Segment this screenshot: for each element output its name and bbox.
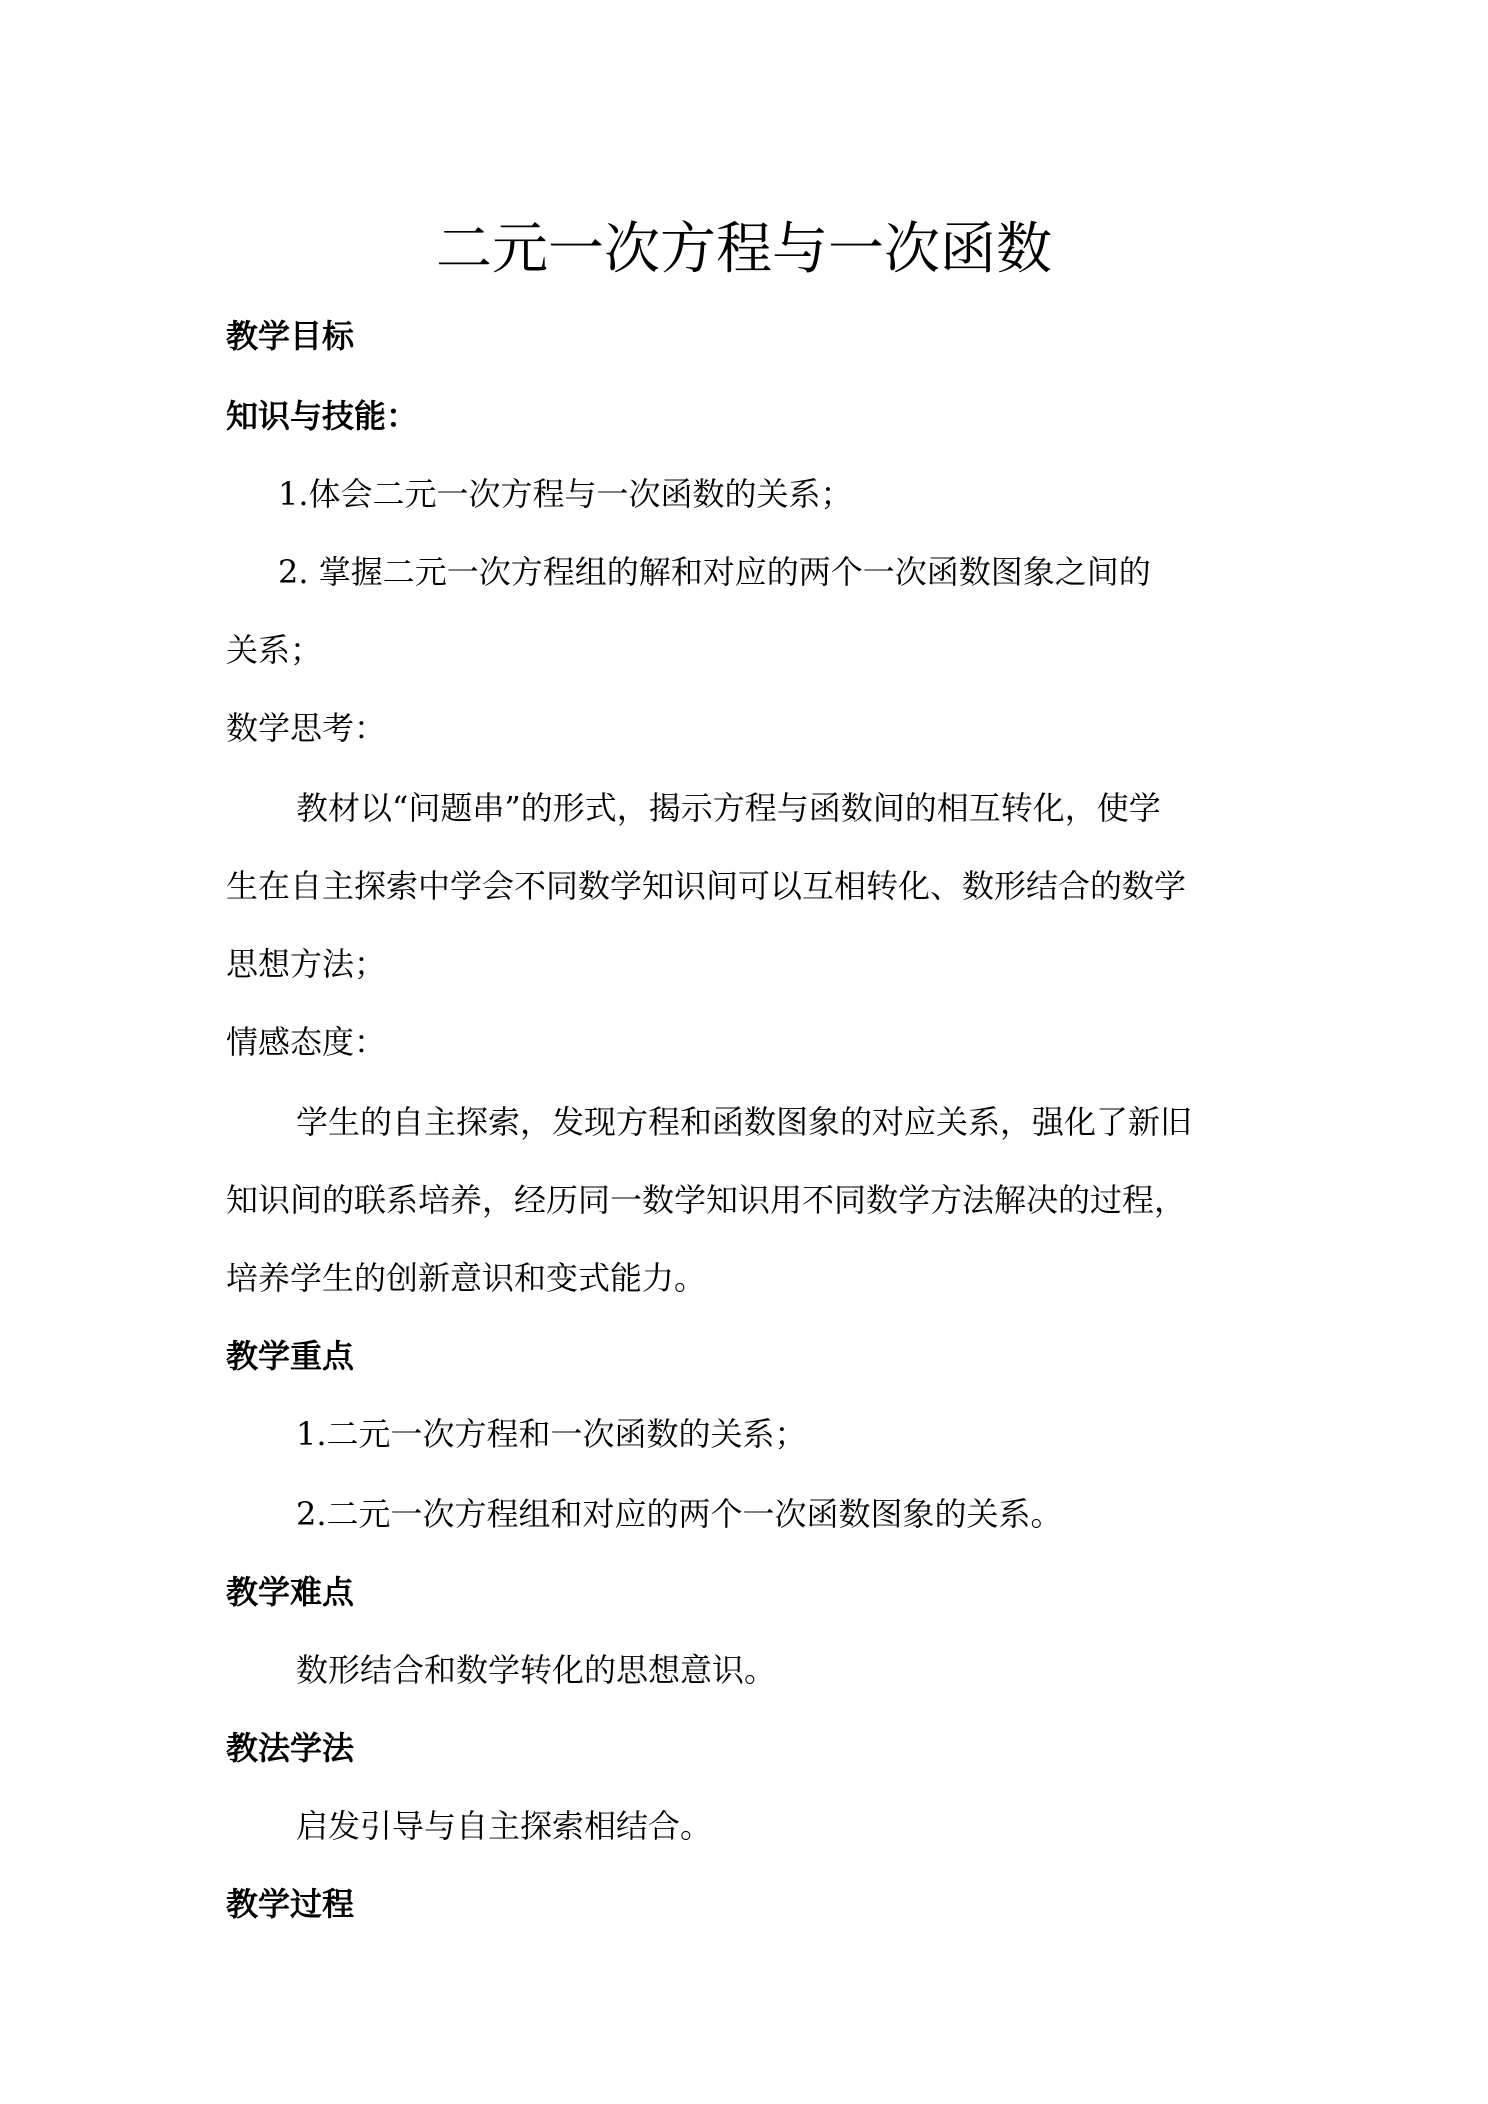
attitude-line-2: 知识间的联系培养，经历同一数学知识用不同数学方法解决的过程， (226, 1181, 1187, 1219)
attitude-line-1: 学生的自主探索，发现方程和函数图象的对应关系，强化了新旧 (296, 1103, 1193, 1141)
process-heading: 教学过程 (226, 1885, 355, 1923)
knowledge-item-2-line-2: 关系； (226, 631, 323, 669)
knowledge-heading: 知识与技能： (226, 397, 419, 435)
key-point-1: 1.二元一次方程和一次函数的关系； (296, 1415, 807, 1453)
objectives-heading: 教学目标 (226, 317, 355, 355)
math-thinking-line-3: 思想方法； (226, 945, 387, 983)
math-thinking-line-1: 教材以“问题串”的形式，揭示方程与函数间的相互转化，使学 (296, 789, 1161, 827)
method-text: 启发引导与自主探索相结合。 (296, 1807, 713, 1845)
difficulty-text: 数形结合和数学转化的思想意识。 (296, 1651, 777, 1689)
difficulty-heading: 教学难点 (226, 1573, 355, 1611)
key-points-heading: 教学重点 (226, 1337, 355, 1375)
key-point-2: 2.二元一次方程组和对应的两个一次函数图象的关系。 (296, 1495, 1063, 1533)
math-thinking-line-2: 生在自主探索中学会不同数学知识间可以互相转化、数形结合的数学 (226, 867, 1187, 905)
attitude-line-3: 培养学生的创新意识和变式能力。 (226, 1259, 707, 1297)
math-thinking-heading: 数学思考： (226, 709, 387, 747)
attitude-heading: 情感态度： (226, 1023, 387, 1061)
document-title: 二元一次方程与一次函数 (436, 217, 1052, 282)
method-heading: 教法学法 (226, 1729, 355, 1767)
knowledge-item-1: 1.体会二元一次方程与一次函数的关系； (278, 475, 853, 513)
knowledge-item-2-line-1: 2. 掌握二元一次方程组的解和对应的两个一次函数图象之间的 (278, 553, 1151, 591)
